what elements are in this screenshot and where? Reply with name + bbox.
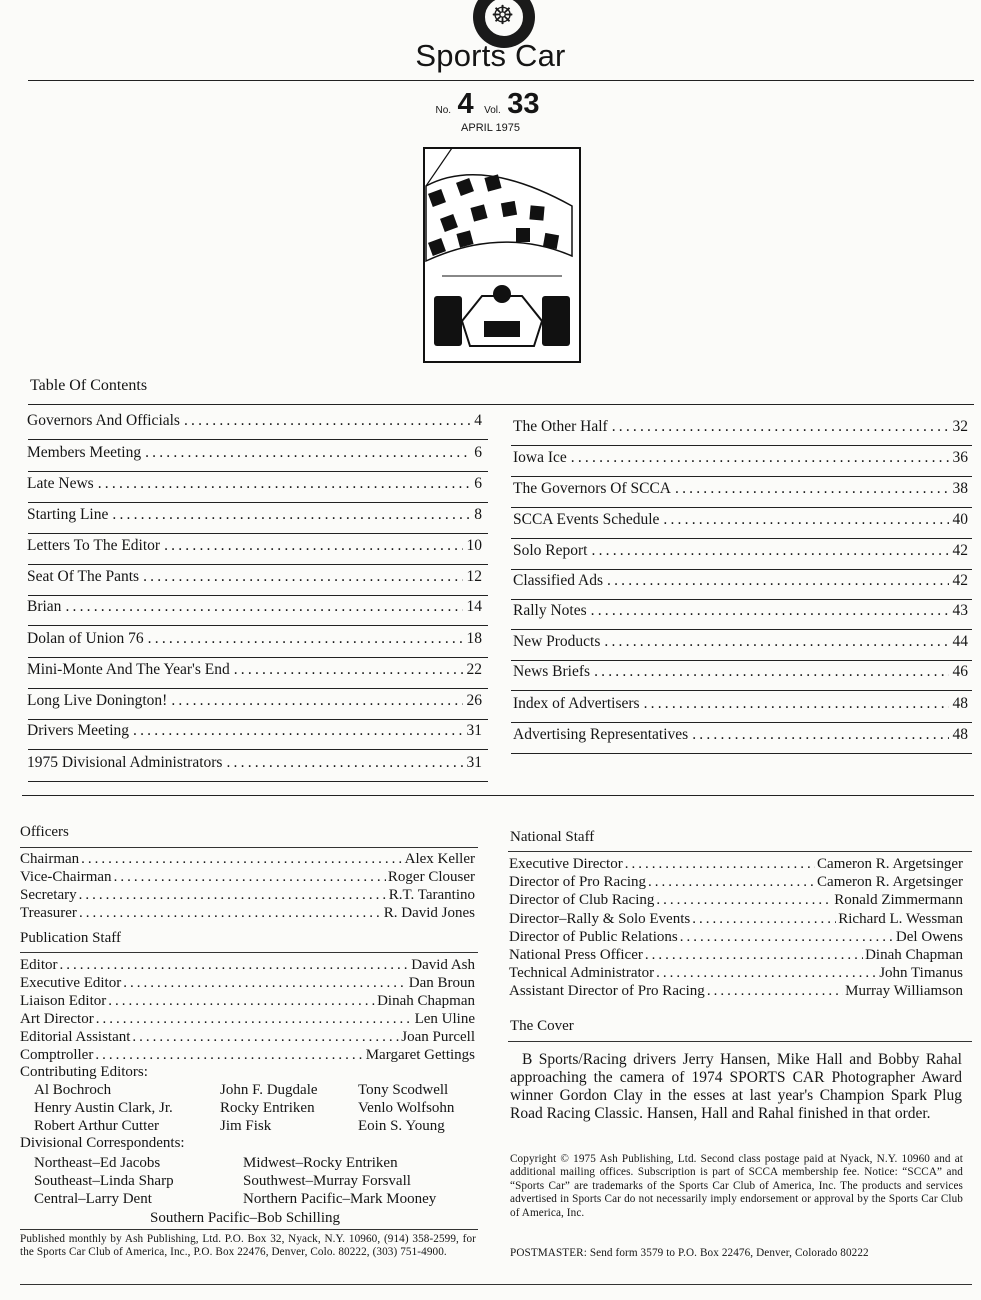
contributing-editor: Tony Scodwell (358, 1082, 449, 1098)
toc-entry-title: The Other Half (513, 418, 608, 435)
staff-name: Dan Broun (408, 975, 475, 991)
staff-name: Roger Clouser (387, 869, 475, 885)
divisional-correspondent: Central–Larry Dent (34, 1191, 152, 1207)
toc-entry-rule (511, 476, 972, 477)
toc-entry (27, 506, 482, 526)
staff-role: National Press Officer (509, 947, 643, 963)
toc-entry-page: 38 (952, 480, 968, 497)
staff-entry (509, 965, 963, 983)
staff-role: Comptroller (20, 1047, 94, 1063)
staff-entry (20, 993, 475, 1011)
staff-role: Director–Rally & Solo Events (509, 910, 691, 927)
staff-entry (20, 1011, 475, 1029)
contributing-editor: Henry Austin Clark, Jr. (34, 1100, 173, 1116)
toc-entry-page: 48 (952, 726, 968, 743)
cover-illustration (422, 146, 582, 364)
staff-name: Dinah Chapman (377, 993, 475, 1009)
dot-leader (171, 692, 462, 710)
toc-entry-rule (28, 657, 488, 658)
copyright-notice: Copyright © 1975 Ash Publishing, Ltd. Second class postage paid at Nyack, N.Y. 10960 and at additional mailing offices. Subscription is part of SCCA membership fee. Notice: “SCCA” and “Sports Car” are trademarks of the Sports Car Club of America, Inc. The products and services advertised in Sports Car do not necessarily imply endorsement or approval by the Sports Car Club of America, Inc. (510, 1153, 963, 1219)
toc-entry-rule (511, 690, 972, 691)
toc-entry-page: 32 (952, 418, 968, 435)
toc-entry-page: 44 (952, 633, 968, 650)
toc-entry-rule (28, 471, 488, 472)
dot-leader (81, 851, 402, 868)
toc-entry-rule (511, 722, 972, 723)
dot-leader (692, 726, 948, 744)
dot-leader (645, 947, 863, 964)
toc-entry-title: The Governors Of SCCA (513, 480, 671, 497)
toc-entry-rule (28, 439, 488, 440)
toc-entry-title: Brian (27, 598, 62, 615)
divisional-correspondent: Midwest–Rocky Entriken (243, 1155, 398, 1171)
dot-leader (123, 975, 407, 992)
toc-entry-rule (28, 595, 488, 596)
dot-leader (60, 957, 410, 974)
toc-entry-rule (28, 564, 488, 565)
toc-entry-page: 31 (466, 754, 482, 771)
toc-entry (513, 449, 968, 469)
toc-entry-rule (28, 625, 488, 626)
dot-leader (234, 661, 463, 679)
dot-leader (164, 537, 462, 555)
toc-entry-page: 12 (466, 568, 482, 585)
toc-entry (27, 412, 482, 432)
staff-entry (20, 975, 475, 993)
staff-entry (20, 887, 475, 905)
staff-entry (509, 947, 963, 965)
toc-entry-rule (511, 660, 972, 661)
staff-role: Executive Director (509, 856, 623, 872)
toc-entry (27, 630, 482, 650)
toc-bottom-rule (22, 795, 974, 796)
no-label: No. (435, 105, 452, 116)
cover-rule (508, 1041, 972, 1042)
toc-entry (513, 542, 968, 562)
contributing-editor: Eoin S. Young (358, 1118, 445, 1134)
toc-entry-page: 42 (952, 542, 968, 559)
divisional-correspondent: Southwest–Murray Forsvall (243, 1173, 411, 1189)
staff-role: Treasurer (20, 905, 77, 921)
toc-entry-title: Drivers Meeting (27, 722, 130, 739)
toc-entry-title: Rally Notes (513, 602, 587, 619)
dot-leader (65, 598, 462, 616)
dot-leader (79, 905, 382, 922)
toc-entry-rule (28, 781, 488, 782)
dot-leader (98, 475, 471, 493)
dot-leader (648, 874, 815, 891)
toc-entry-page: 8 (474, 506, 482, 523)
staff-entry (20, 1047, 475, 1065)
toc-entry-page: 6 (474, 475, 482, 492)
staff-entry (20, 1029, 475, 1047)
toc-entry-page: 31 (466, 722, 482, 739)
staff-role: Assistant Director of Pro Racing (509, 983, 705, 1000)
staff-role: Vice-Chairman (20, 869, 112, 885)
staff-name: Del Owens (895, 928, 963, 945)
toc-entry-page: 6 (474, 444, 482, 461)
toc-entry-rule (28, 749, 488, 750)
dot-leader (591, 602, 949, 620)
toc-entry-page: 46 (952, 663, 968, 680)
staff-name: John Timanus (879, 965, 963, 982)
toc-entry (513, 663, 968, 683)
toc-entry (27, 537, 482, 557)
staff-role: Director of Public Relations (509, 928, 678, 945)
toc-entry-rule (28, 719, 488, 720)
toc-entry-title: Seat Of The Pants (27, 568, 140, 585)
publication-staff-title: Publication Staff (20, 930, 121, 946)
toc-title: Table Of Contents (30, 377, 148, 394)
staff-entry (20, 869, 475, 887)
officers-rule (20, 847, 478, 848)
dot-leader (707, 983, 843, 1000)
cover-description: B Sports/Racing drivers Jerry Hansen, Mike Hall and Bobby Rahal approaching the camera of 1974 SPORTS CAR Photographer Award winner Gordon Clay in the esses at last year's Champion Spark Plug Road Racing Classic. Hansen, Hall and Rahal finished in that order. (510, 1051, 962, 1122)
staff-name: Cameron R. Argetsinger (817, 856, 963, 872)
toc-entry-page: 14 (466, 598, 482, 615)
dot-leader (108, 993, 375, 1010)
staff-name: Alex Keller (404, 851, 475, 867)
no-value: 4 (457, 88, 474, 120)
dot-leader (114, 869, 386, 886)
dot-leader (675, 480, 949, 498)
toc-entry-title: Iowa Ice (513, 449, 567, 466)
toc-entry-title: Index of Advertisers (513, 695, 640, 712)
contributing-editors-label: Contributing Editors: (20, 1064, 148, 1080)
toc-entry (27, 444, 482, 464)
dot-leader (625, 856, 815, 873)
dot-leader (132, 1029, 399, 1046)
toc-entry-title: Members Meeting (27, 444, 142, 461)
national-staff-title: National Staff (510, 829, 595, 845)
staff-role: Technical Administrator (509, 965, 655, 982)
toc-entry-title: Classified Ads (513, 572, 603, 589)
toc-entry (513, 602, 968, 622)
toc-entry-page: 10 (466, 537, 482, 554)
toc-entry-page: 22 (466, 661, 482, 678)
staff-role: Art Director (20, 1011, 94, 1027)
toc-entry (513, 572, 968, 592)
toc-entry (513, 418, 968, 438)
toc-entry-rule (28, 533, 488, 534)
staff-entry (509, 911, 963, 929)
dot-leader (594, 663, 948, 681)
publisher-rule (20, 1229, 478, 1230)
toc-entry-rule (511, 538, 972, 539)
staff-role: Chairman (20, 851, 80, 867)
toc-entry (27, 754, 482, 774)
staff-name: R.T. Tarantino (388, 887, 475, 903)
toc-entry-rule (511, 569, 972, 570)
contributing-editor: Venlo Wolfsohn (358, 1100, 455, 1116)
divisional-correspondent: Southeast–Linda Sharp (34, 1173, 174, 1189)
toc-entry-title: SCCA Events Schedule (513, 511, 660, 528)
dot-leader (226, 754, 462, 772)
toc-entry-rule (511, 445, 972, 446)
contributing-editor: Al Bochroch (34, 1082, 112, 1098)
toc-entry-rule (511, 599, 972, 600)
toc-entry-page: 42 (952, 572, 968, 589)
divisional-correspondent: Northern Pacific–Mark Mooney (243, 1191, 437, 1207)
staff-entry (509, 983, 963, 1001)
staff-entry (20, 957, 475, 975)
toc-entry-title: News Briefs (513, 663, 591, 680)
toc-entry (27, 722, 482, 742)
dot-leader (604, 633, 948, 651)
dot-leader (79, 887, 387, 904)
toc-entry-title: New Products (513, 633, 601, 650)
toc-entry-title: 1975 Divisional Administrators (27, 754, 223, 771)
dot-leader (96, 1011, 413, 1028)
divisional-correspondent: Northeast–Ed Jacobs (34, 1155, 161, 1171)
toc-entry-rule (511, 507, 972, 508)
toc-entry-page: 26 (466, 692, 482, 709)
dot-leader (592, 542, 949, 560)
toc-entry-title: Late News (27, 475, 94, 492)
toc-entry-rule (28, 688, 488, 689)
dot-leader (663, 511, 948, 529)
divisional-correspondent-southern-pacific: Southern Pacific–Bob Schilling (150, 1210, 340, 1226)
publisher-note: Published monthly by Ash Publishing, Ltd. P.O. Box 32, Nyack, N.Y. 10960, (914) 358-2599, for the Sports Car Club of America, Inc., P.O. Box 22476, Denver, Colo. 80222, (303) 751-4900. (20, 1233, 476, 1259)
toc-entry-page: 40 (952, 511, 968, 528)
dot-leader (143, 568, 462, 586)
issue-number (0, 88, 981, 121)
staff-name: R. David Jones (383, 905, 475, 921)
staff-entry (20, 851, 475, 869)
vol-label: Vol. (484, 105, 501, 116)
staff-entry (509, 856, 963, 874)
toc-entry (513, 695, 968, 715)
issue-date: APRIL 1975 (461, 122, 520, 134)
toc-entry (513, 511, 968, 531)
toc-entry-title: Letters To The Editor (27, 537, 161, 554)
staff-name: Dinah Chapman (865, 947, 963, 963)
toc-entry-rule (511, 753, 972, 754)
toc-entry-title: Starting Line (27, 506, 109, 523)
toc-entry-rule (28, 502, 488, 503)
staff-name: Richard L. Wessman (838, 910, 963, 927)
vol-value: 33 (507, 88, 540, 120)
staff-role: Editor (20, 957, 58, 973)
toc-entry-page: 4 (474, 412, 482, 429)
dot-leader (656, 965, 877, 982)
toc-entry-title: Governors And Officials (27, 412, 180, 429)
toc-entry-page: 36 (952, 449, 968, 466)
staff-role: Liaison Editor (20, 993, 107, 1009)
staff-entry (509, 892, 963, 910)
national-staff-rule (508, 851, 972, 852)
toc-entry (513, 633, 968, 653)
masthead-rule (28, 80, 974, 81)
publication-staff-rule (20, 952, 478, 953)
dot-leader (692, 911, 836, 928)
toc-entry (27, 661, 482, 681)
staff-role: Editorial Assistant (20, 1029, 131, 1045)
staff-entry (509, 874, 963, 892)
contributing-editor: John F. Dugdale (220, 1082, 318, 1098)
toc-entry (27, 475, 482, 495)
dot-leader (644, 695, 949, 713)
dot-leader (145, 444, 470, 462)
contributing-editor: Robert Arthur Cutter (34, 1118, 159, 1134)
toc-entry-title: Advertising Representatives (513, 726, 689, 743)
dot-leader (571, 449, 949, 467)
staff-role: Secretary (20, 887, 77, 903)
staff-name: Murray Williamson (845, 983, 963, 1000)
toc-entry-page: 43 (952, 602, 968, 619)
staff-name: Ronald Zimmermann (834, 892, 963, 909)
staff-entry (20, 905, 475, 923)
dot-leader (95, 1047, 363, 1064)
postmaster-notice: POSTMASTER: Send form 3579 to P.O. Box 22476, Denver, Colorado 80222 (510, 1247, 869, 1259)
dot-leader (112, 506, 470, 524)
dot-leader (656, 892, 832, 909)
dot-leader (612, 418, 949, 436)
toc-entry (27, 568, 482, 588)
staff-entry (509, 929, 963, 947)
officers-title: Officers (20, 824, 69, 840)
staff-name: David Ash (411, 957, 475, 973)
toc-entry-title: Dolan of Union 76 (27, 630, 144, 647)
staff-name: Margaret Gettings (365, 1047, 475, 1063)
cover-title: The Cover (510, 1018, 574, 1034)
dot-leader (184, 412, 470, 430)
staff-role: Director of Club Racing (509, 892, 655, 909)
toc-entry (27, 598, 482, 618)
staff-name: Cameron R. Argetsinger (817, 874, 963, 891)
dot-leader (607, 572, 949, 590)
toc-entry-title: Solo Report (513, 542, 588, 559)
contributing-editor: Rocky Entriken (220, 1100, 315, 1116)
dot-leader (133, 722, 462, 740)
toc-entry-title: Mini-Monte And The Year's End (27, 661, 230, 678)
contributing-editor: Jim Fisk (220, 1118, 272, 1134)
toc-entry-page: 18 (466, 630, 482, 647)
staff-name: Len Uline (414, 1011, 475, 1027)
staff-name: Joan Purcell (401, 1029, 475, 1045)
dot-leader (680, 929, 894, 946)
toc-entry (513, 726, 968, 746)
toc-entry (513, 480, 968, 500)
divisional-correspondents-label: Divisional Correspondents: (20, 1135, 185, 1151)
toc-entry-rule (511, 629, 972, 630)
page-bottom-rule (20, 1284, 972, 1285)
toc-entry (27, 692, 482, 712)
toc-entry-title: Long Live Donington! (27, 692, 168, 709)
dot-leader (148, 630, 463, 648)
staff-role: Director of Pro Racing (509, 874, 647, 891)
staff-role: Executive Editor (20, 975, 122, 991)
toc-rule (28, 404, 974, 405)
toc-entry-page: 48 (952, 695, 968, 712)
magazine-title: Sports Car (415, 38, 566, 73)
